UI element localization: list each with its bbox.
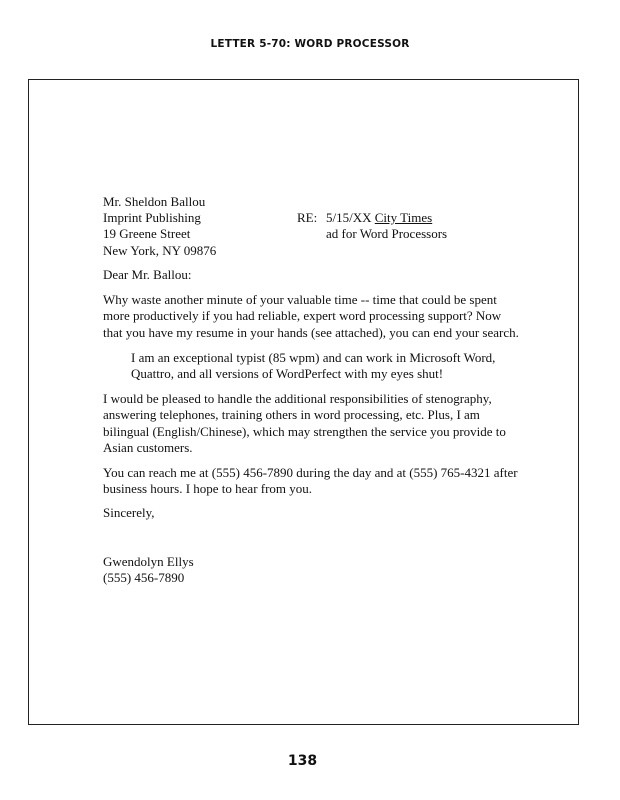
- page-number: 138: [287, 753, 318, 769]
- re-line: [297, 210, 447, 242]
- re-publication: City Times: [374, 210, 433, 225]
- re-date: 5/15/XX: [326, 210, 372, 225]
- letter-body: [103, 194, 523, 586]
- recipient-address: [103, 194, 216, 259]
- recipient-city: New York, NY 09876: [103, 242, 217, 258]
- address-block: [103, 194, 523, 262]
- re-label: RE:: [297, 210, 318, 225]
- recipient-company: Imprint Publishing: [103, 210, 201, 226]
- paragraph-2-indented: I am an exceptional typist (85 wpm) and can work in Microsoft Word, Quattro, and all versions of WordPerfect with my eyes shut!: [131, 349, 496, 382]
- closing: Sincerely,: [103, 505, 155, 521]
- signature-block: [103, 554, 523, 586]
- paragraph-1: Why waste another minute of your valuable time -- time that could be spent more productively if you had reliable, expert word processing support? Now that you have my resume in your hands (see attached), you can end your search.: [103, 292, 519, 340]
- salutation: Dear Mr. Ballou:: [103, 267, 192, 282]
- re-details: [326, 210, 447, 242]
- paragraph-3: I would be pleased to handle the additional responsibilities of stenography, answering telephones, training others in word processing, etc. Plus, I am bilingual (English/Chinese), which may strengthen the service you provide to Asian customers.: [103, 391, 506, 455]
- signature-name: Gwendolyn Ellys: [103, 553, 194, 569]
- recipient-name: Mr. Sheldon Ballou: [103, 194, 206, 209]
- recipient-street: 19 Greene Street: [103, 226, 191, 242]
- signature-phone: (555) 456-7890: [103, 569, 185, 585]
- paragraph-4: You can reach me at (555) 456-7890 during the day and at (555) 765-4321 after business hours. I hope to hear from you.: [103, 465, 518, 497]
- page-heading: LETTER 5-70: WORD PROCESSOR: [210, 38, 410, 50]
- re-subject: ad for Word Processors: [326, 226, 448, 242]
